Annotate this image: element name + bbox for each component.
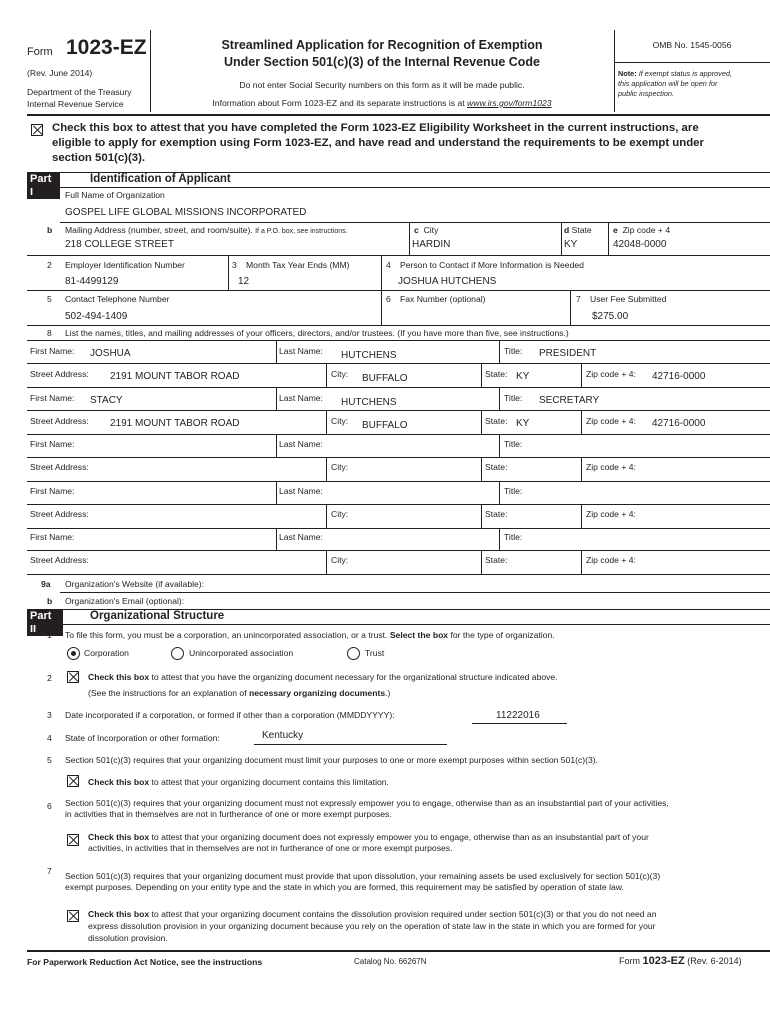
p2-line-4-num: 4 [47, 733, 52, 743]
org-name-field[interactable]: GOSPEL LIFE GLOBAL MISSIONS INCORPORATED [65, 207, 307, 218]
ein-field[interactable]: 81-4499129 [65, 276, 119, 287]
ssn-notice: Do not enter Social Security numbers on this form as it will be made public. [239, 80, 525, 90]
zip-label: Zip code + 4: [586, 369, 636, 379]
dissolution-text-1: Section 501(c)(3) requires that your organizing document must provide that upon dissolution, your remaining assets be used exclusively for section 501(c)(3) [65, 871, 661, 881]
state-label: State: [485, 462, 508, 472]
organizing-document-text [88, 672, 558, 683]
dissolution-check-text-2: express dissolution provision in your organizing document because you rely on the operation of state law in the state in which you are formed for your [88, 921, 656, 931]
title-label: Title: [504, 393, 523, 403]
city-label [414, 225, 438, 236]
no-empower-check-text-2: activities, in activities that in themselves are not in furtherance of one or more exempt purposes. [88, 843, 453, 853]
org-type-instructions [65, 630, 555, 641]
address-label-text: Mailing Address (number, street, and room/suite). [65, 225, 253, 235]
corporation-radio[interactable] [67, 647, 80, 660]
line-5-num: 5 [47, 294, 52, 304]
org-type-text: To file this form, you must be a corporation, an unincorporated association, or a trust. [65, 630, 388, 640]
line-6-num: 6 [386, 294, 391, 304]
note-label: Note: [618, 69, 637, 78]
title-label: Title: [504, 439, 523, 449]
public-note [618, 69, 768, 99]
form-header [0, 0, 770, 120]
last-name-field[interactable]: HUTCHENS [341, 350, 397, 361]
street-label: Street Address: [30, 369, 89, 379]
last-name-field[interactable]: HUTCHENS [341, 397, 397, 408]
state-label: State: [485, 416, 508, 426]
state-formation-label: State of Incorporation or other formation: [65, 733, 220, 743]
state-label: State: [485, 555, 508, 565]
city-label: City: [331, 509, 349, 519]
org-name-label: Full Name of Organization [65, 190, 165, 200]
check-bold: Check this box [88, 777, 150, 787]
last-name-label: Last Name: [279, 346, 323, 356]
state-label [564, 225, 592, 236]
state-letter: d [564, 225, 570, 235]
first-name-label: First Name: [30, 346, 75, 356]
zip-field[interactable]: 42048-0000 [613, 239, 667, 250]
last-name-label: Last Name: [279, 393, 323, 403]
attest-line-2: eligible to apply for exemption using Form 1023-EZ, and have read and understand the requirements to be exempt under [52, 137, 704, 149]
l2-sub-a: (See the instructions for an explanation of [88, 688, 247, 698]
fax-label: Fax Number (optional) [400, 294, 486, 304]
street-label: Street Address: [30, 462, 89, 472]
zip-label: Zip code + 4: [586, 509, 636, 519]
last-name-label: Last Name: [279, 486, 323, 496]
zip-field[interactable]: 42716-0000 [652, 418, 706, 429]
eligibility-attest-text [52, 121, 762, 166]
state-field[interactable]: KY [564, 239, 578, 250]
dissolution-check-text [88, 909, 656, 920]
l5-check: to attest that your organizing document contains this limitation. [151, 777, 389, 787]
line-8-num: 8 [47, 328, 52, 338]
p2-line-5-num: 5 [47, 755, 52, 765]
unincorporated-radio[interactable] [171, 647, 184, 660]
line-b-num: b [47, 225, 53, 235]
no-empower-checkbox[interactable] [67, 834, 79, 846]
line-9a-num: 9a [41, 579, 51, 589]
part1-label: Part I [27, 173, 60, 199]
form-revision: (Rev. June 2014) [27, 68, 93, 78]
trust-label: Trust [365, 648, 385, 658]
attest-line-3: section 501(c)(3). [52, 152, 146, 164]
l2-sub-b: .) [385, 688, 391, 698]
zip-label: Zip code + 4: [586, 555, 636, 565]
month-label: Month Tax Year Ends (MM) [246, 260, 350, 270]
paperwork-notice: For Paperwork Reduction Act Notice, see the instructions [27, 957, 263, 967]
check-bold: Check this box [88, 672, 150, 682]
l7-check-1: to attest that your organizing document contains the dissolution provision required under section 501(c)(3) or that you do not need an [151, 909, 657, 919]
trust-radio[interactable] [347, 647, 360, 660]
state-label-text: State [571, 225, 592, 235]
unincorporated-label: Unincorporated association [189, 648, 294, 658]
org-type-tail: for the type of organization. [450, 630, 555, 640]
state-formation-field[interactable]: Kentucky [262, 730, 304, 741]
zip-label [613, 225, 670, 236]
part1-title: Identification of Applicant [90, 173, 231, 185]
organizing-document-subtext [88, 688, 390, 699]
eligibility-attest-checkbox[interactable] [31, 124, 43, 136]
note-text-1: If exempt status is approved, [638, 69, 732, 78]
title-field[interactable]: PRESIDENT [539, 348, 597, 359]
state-field[interactable]: KY [516, 418, 530, 429]
part2-title: Organizational Structure [90, 610, 225, 622]
email-field[interactable] [200, 594, 770, 608]
purpose-limitation-text: Section 501(c)(3) requires that your organizing document must limit your purposes to one or more exempt purposes within section 501(c)(3). [65, 755, 599, 765]
line-7-num: 7 [576, 294, 581, 304]
city-label-text: City [423, 225, 439, 235]
no-empower-check-text [88, 832, 649, 843]
form-title-2: Under Section 501(c)(3) of the Internal Revenue Code [223, 55, 541, 69]
attest-line-1: Check this box to attest that you have completed the Form 1023-EZ Eligibility Worksheet in the current instructions, are [52, 122, 699, 134]
phone-label: Contact Telephone Number [65, 294, 170, 304]
zip-label: Zip code + 4: [586, 416, 636, 426]
line-2-num: 2 [47, 260, 52, 270]
city-label: City: [331, 416, 349, 426]
footer-rev: (Rev. 6-2014) [687, 956, 742, 966]
no-empower-text-1: Section 501(c)(3) requires that your organizing document must not expressly empower you to engage, otherwise than as an insubstantial part of your activities, [65, 798, 669, 808]
omb-number: OMB No. 1545-0056 [652, 40, 732, 50]
state-label: State: [485, 369, 508, 379]
form-title-1: Streamlined Application for Recognition of Exemption [221, 38, 543, 52]
address-field[interactable]: 218 COLLEGE STREET [65, 239, 174, 250]
address-label-hint: If a P.O. box, see instructions. [255, 228, 348, 235]
first-name-label: First Name: [30, 439, 75, 449]
check-bold: Check this box [88, 832, 150, 842]
footer-form-id [619, 955, 742, 967]
last-name-label: Last Name: [279, 532, 323, 542]
p2-line-1-num: 1 [47, 630, 52, 640]
city-letter: c [414, 225, 419, 235]
street-field[interactable]: 2191 MOUNT TABOR ROAD [110, 418, 240, 429]
contact-label: Person to Contact if More Information is Needed [400, 260, 584, 270]
date-incorporated-label: Date incorporated if a corporation, or formed if other than a corporation (MMDDYYYY): [65, 710, 395, 720]
dept-line-2: Internal Revenue Service [27, 99, 124, 109]
info-text: Information about Form 1023-EZ and its separate instructions is at [212, 98, 465, 108]
l6-check-1: to attest that your organizing document does not expressly empower you to engage, otherwise than as an insubstantial part of your [151, 832, 649, 842]
note-text-3: public inspection. [618, 89, 674, 98]
info-url-link[interactable]: www.irs.gov/form1023 [467, 98, 552, 108]
p2-line-6-num: 6 [47, 801, 52, 811]
purpose-limitation-checkbox[interactable] [67, 775, 79, 787]
address-label [65, 225, 348, 237]
phone-field[interactable]: 502-494-1409 [65, 311, 128, 322]
city-label: City: [331, 369, 349, 379]
note-text-2: this application will be open for [618, 79, 718, 88]
check-bold: Check this box [88, 909, 150, 919]
line-4-num: 4 [386, 260, 391, 270]
l2-text: to attest that you have the organizing document necessary for the organizational structure indicated above. [151, 672, 558, 682]
line-3-num: 3 [232, 260, 237, 270]
website-field[interactable] [220, 577, 770, 591]
footer-form-number: 1023-EZ [642, 955, 685, 967]
city-label: City: [331, 462, 349, 472]
city-field[interactable]: HARDIN [412, 239, 451, 250]
dissolution-checkbox[interactable] [67, 910, 79, 922]
zip-field[interactable]: 42716-0000 [652, 371, 706, 382]
organizing-document-checkbox[interactable] [67, 671, 79, 683]
no-empower-text-2: in activities that in themselves are not in furtherance of one or more exempt purposes. [65, 809, 392, 819]
title-label: Title: [504, 486, 523, 496]
dept-line-1: Department of the Treasury [27, 87, 132, 97]
p2-line-2-num: 2 [47, 673, 52, 683]
street-label: Street Address: [30, 509, 89, 519]
first-name-label: First Name: [30, 532, 75, 542]
title-field[interactable]: SECRETARY [539, 395, 600, 406]
purpose-limitation-check-text [88, 777, 389, 788]
zip-label: Zip code + 4: [586, 462, 636, 472]
date-incorporated-field[interactable]: 11222016 [496, 710, 540, 721]
part2-label: Part II [27, 610, 63, 636]
zip-letter: e [613, 225, 618, 235]
street-field[interactable]: 2191 MOUNT TABOR ROAD [110, 371, 240, 382]
last-name-label: Last Name: [279, 439, 323, 449]
fee-label: User Fee Submitted [590, 294, 667, 304]
dissolution-check-text-3: dissolution provision. [88, 933, 168, 943]
form-word: Form [27, 46, 53, 58]
fee-field[interactable]: $275.00 [592, 311, 629, 322]
p2-line-7-num: 7 [47, 866, 52, 876]
org-type-bold: Select the box [389, 630, 449, 640]
street-label: Street Address: [30, 416, 89, 426]
first-name-field[interactable]: JOSHUA [90, 348, 131, 359]
line-1a-num: 1a [42, 190, 52, 200]
footer-form-word: Form [619, 956, 640, 966]
city-field[interactable]: BUFFALO [362, 420, 408, 431]
officers-instructions: List the names, titles, and mailing addresses of your officers, directors, and/or trustees. (If you have more than five, see instructions.) [65, 328, 569, 338]
catalog-number: Catalog No. 66267N [354, 957, 427, 966]
info-line [150, 98, 614, 109]
title-label: Title: [504, 346, 523, 356]
email-label: Organization's Email (optional): [65, 596, 185, 606]
dissolution-text-2: exempt purposes. Depending on your entity type and the state in which you are formed, this requirement may be satisfied by operation of state law. [65, 882, 624, 892]
month-field[interactable]: 12 [238, 276, 250, 287]
state-field[interactable]: KY [516, 371, 530, 382]
first-name-label: First Name: [30, 486, 75, 496]
zip-label-text: Zip code + 4 [622, 225, 671, 235]
city-field[interactable]: BUFFALO [362, 373, 408, 384]
line-9b-num: b [47, 596, 53, 606]
ein-label: Employer Identification Number [65, 260, 185, 270]
website-label: Organization's Website (if available): [65, 579, 205, 589]
form-number: 1023-EZ [66, 36, 147, 59]
contact-field[interactable]: JOSHUA HUTCHENS [398, 276, 497, 287]
title-label: Title: [504, 532, 523, 542]
first-name-field[interactable]: STACY [90, 395, 123, 406]
state-label: State: [485, 509, 508, 519]
first-name-label: First Name: [30, 393, 75, 403]
street-label: Street Address: [30, 555, 89, 565]
corporation-label: Corporation [84, 648, 129, 658]
l2-sub-bold: necessary organizing documents [249, 688, 386, 698]
city-label: City: [331, 555, 349, 565]
p2-line-3-num: 3 [47, 710, 52, 720]
